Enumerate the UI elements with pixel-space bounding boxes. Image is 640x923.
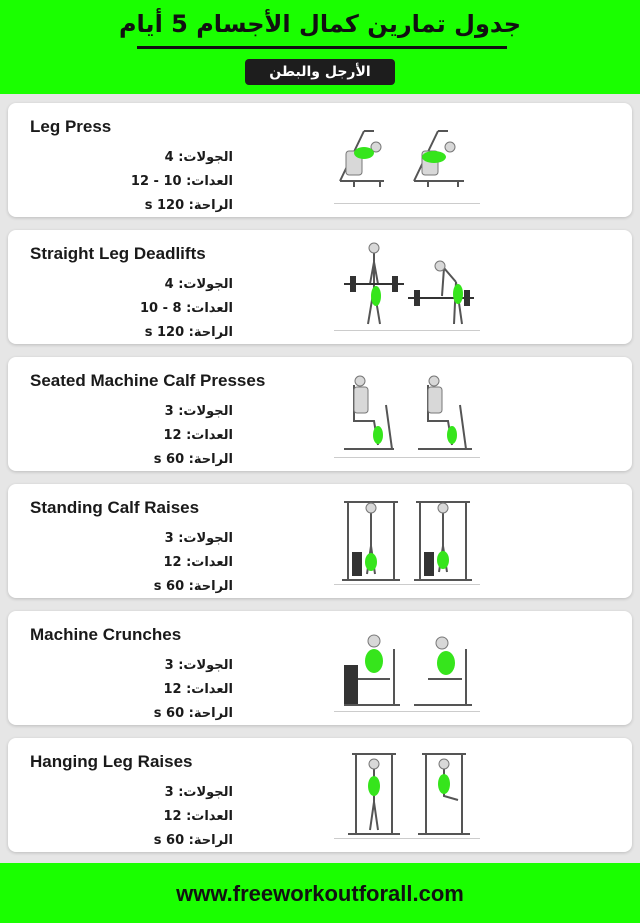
exercise-card-machine-crunches <box>8 611 632 725</box>
website-link[interactable]: www.freeworkoutforall.com <box>176 881 464 906</box>
exercise-name: Hanging Leg Raises <box>30 752 193 771</box>
exercise-sets: الجولات: 3 <box>164 404 233 419</box>
exercise-card-standing-calf-raises <box>8 484 632 598</box>
exercise-card-hanging-leg-raises <box>8 738 632 852</box>
hanging-leg-raise-illustration <box>334 746 480 846</box>
exercise-rest: الراحة: 120 s <box>144 325 233 340</box>
footer-banner <box>0 863 640 923</box>
exercise-sets: الجولات: 3 <box>164 531 233 546</box>
exercise-card-straight-leg-deadlifts <box>8 230 632 344</box>
section-badge: الأرجل والبطن <box>245 59 395 85</box>
exercise-sets: الجولات: 4 <box>164 277 233 292</box>
exercise-rest: الراحة: 120 s <box>144 198 233 213</box>
exercise-sets: الجولات: 4 <box>164 150 233 165</box>
exercise-name: Leg Press <box>30 117 112 136</box>
deadlift-illustration <box>334 238 480 338</box>
page-title: جدول تمارين كمال الأجسام 5 أيام <box>118 10 522 38</box>
exercise-sets: الجولات: 3 <box>164 658 233 673</box>
exercise-name: Straight Leg Deadlifts <box>30 244 206 263</box>
seated-calf-press-illustration <box>334 365 480 465</box>
exercise-name: Seated Machine Calf Presses <box>30 371 266 390</box>
exercise-reps: العدات: 8 - 10 <box>139 301 233 316</box>
exercise-reps: العدات: 12 <box>163 555 233 570</box>
exercise-name: Machine Crunches <box>30 625 182 644</box>
machine-crunch-illustration <box>334 619 480 719</box>
leg-press-illustration <box>334 111 480 211</box>
exercise-rest: الراحة: 60 s <box>153 579 233 594</box>
exercise-reps: العدات: 12 <box>163 809 233 824</box>
exercise-name: Standing Calf Raises <box>30 498 200 517</box>
exercise-reps: العدات: 12 <box>163 682 233 697</box>
exercise-sets: الجولات: 3 <box>164 785 233 800</box>
exercise-card-seated-calf-presses <box>8 357 632 471</box>
header-banner <box>0 0 640 94</box>
exercise-reps: العدات: 12 <box>163 428 233 443</box>
exercise-reps: العدات: 10 - 12 <box>130 174 233 189</box>
exercise-rest: الراحة: 60 s <box>153 833 233 848</box>
exercise-card-leg-press <box>8 103 632 217</box>
exercise-rest: الراحة: 60 s <box>153 706 233 721</box>
exercise-rest: الراحة: 60 s <box>153 452 233 467</box>
standing-calf-raise-illustration <box>334 492 480 592</box>
title-underline <box>137 46 507 49</box>
